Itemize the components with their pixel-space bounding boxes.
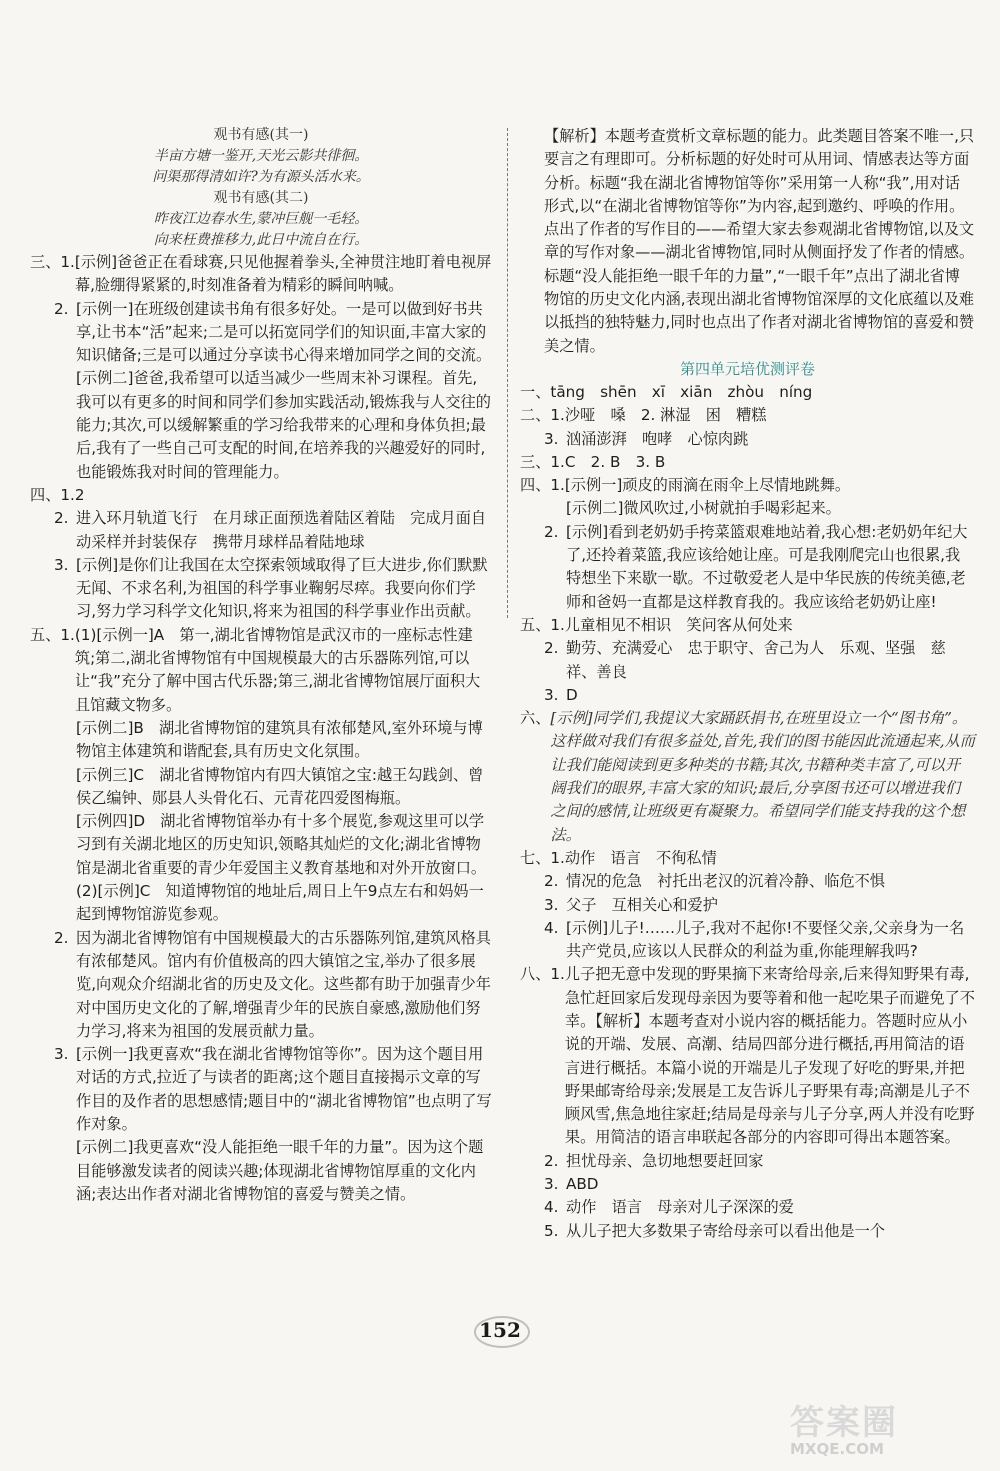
answer-text: [示例二]B 湖北省博物馆的建筑具有浓郁楚风,室外环境与博物馆主体建筑和谐配套,具有历史文化氛围。 [76, 718, 483, 761]
poem-line: 昨夜江边春水生,蒙冲巨舰一毛轻。 [153, 211, 369, 227]
answer-text: [示例一]在班级创建读书角有很多好处。一是可以做到好书共享,让书本“活”起来;二是可以拓宽同学们的知识面,丰富大家的知识储备;三是可以通过分享读书心得来增加同学之间的交流。 [76, 299, 492, 365]
unit-title: 第四单元培优测评卷 [679, 359, 815, 378]
answer-item [520, 847, 975, 870]
answer-text: 父子 互相关心和爱护 [566, 895, 718, 914]
answer-text: ABD [566, 1175, 599, 1194]
item-number: 4. [544, 918, 559, 937]
poem-title: 观书有感(其一) [213, 127, 309, 143]
poem-line: 问渠那得清如许?为有源头活水来。 [152, 169, 370, 185]
item-number: 三、1. [30, 253, 75, 271]
answer-item [520, 1220, 975, 1243]
item-number: 3. [544, 429, 559, 448]
answer-text: D [566, 685, 578, 704]
answer-item [520, 451, 975, 474]
answer-text: 动作 语言 不徇私情 [564, 848, 717, 867]
watermark-url: MXQE.COM [790, 1440, 884, 1458]
item-number: 六、 [520, 709, 551, 728]
answer-item [30, 507, 492, 554]
column-divider [507, 128, 508, 618]
left-column [30, 125, 492, 1206]
answer-item [520, 614, 975, 637]
answer-text: 进入环月轨道飞行 在月球正面预选着陆区着陆 完成月面自动采样并封装保存 携带月球样品着陆地球 [76, 509, 487, 551]
answer-item [30, 1043, 492, 1136]
item-number: 4. [544, 1198, 559, 1217]
answer-text: [示例二]爸爸,我希望可以适当减少一些周末补习课程。首先,我可以有更多的时间和同学们参加实践活动,锻炼我与人交往的能力;其次,可以缓解繁重的学习给我带来的心理和身体负担;最后,我有了一些自己可支配的时间,在培养我的兴趣爱好的同时,也能锻炼我对时间的管理能力。 [76, 369, 491, 481]
item-number: 一、 [520, 382, 551, 401]
poem-line: 向来枉费推移力,此日中流自在行。 [153, 232, 369, 248]
answer-text: 情况的危急 衬托出老汉的沉着冷静、临危不惧 [566, 872, 885, 891]
answer-item [520, 404, 975, 427]
answer-text: [示例二]我更喜欢“没人能拒绝一眼千年的力量”。因为这个题目能够激发读者的阅读兴趣;体现湖北省博物馆厚重的文化内涵;表达出作者对湖北省博物馆的喜爱与赞美之情。 [76, 1138, 484, 1203]
answer-text: (1)[示例一]A 第一,湖北省博物馆是武汉市的一座标志性建筑;第二,湖北省博物馆有中国规模最大的古乐器陈列馆,可以让“我”充分了解中国古代乐器;第三,湖北省博物馆展厅面积大且馆藏文物多。 [74, 625, 481, 714]
item-number: 七、1. [520, 848, 565, 867]
answer-text: 儿童相见不相识 笑问客从何处来 [564, 615, 793, 634]
item-number: 四、1. [30, 485, 75, 504]
analysis-text: 【解析】本题考查赏析文章标题的能力。此类题目答案不唯一,只要言之有理即可。分析标题的好处时可从用词、情感表达等方面分析。标题“我在湖北省博物馆等你”采用第一人称“我”,用对话形式,以“在湖北省博物馆等你”为内容,起到邀约、呼唤的作用。点出了作者的写作目的——希望大家去参观湖北省博物馆,以及文章的写作对象——湖北省博物馆,同时从侧面抒发了作者的情感。标题“没人能拒绝一眼千年的力量”,“一眼千年”点出了湖北省博物馆的历史文化内涵,表现出湖北省博物馆深厚的文化底蕴以及难以抵挡的独特魅力,同时也点出了作者对湖北省博物馆的喜爱和赞美之情。 [544, 127, 975, 355]
item-number: 五、1. [520, 615, 565, 634]
poem-title: 观书有感(其二) [213, 190, 309, 206]
answer-text: [示例]同学们,我提议大家踊跃捐书,在班里设立一个“图书角”。这样做对我们有很多益处,首先,我们的图书能因此流通起来,从而让我们能阅读到更多种类的书籍;其次,书籍种类丰富了,可以开阔我们的眼界,丰富大家的知识;最后,分享图书还可以增进我们之间的感情,让班级更有凝聚力。希望同学们能支持我的这个想法。 [550, 709, 975, 844]
answer-item [520, 1173, 975, 1196]
answer-item [520, 428, 975, 451]
answer-text: 担忧母亲、急切地想要赶回家 [566, 1151, 764, 1170]
answer-text: 2 [74, 485, 85, 504]
answer-item [30, 927, 492, 1043]
answer-item [30, 554, 492, 624]
answer-item [520, 707, 975, 847]
item-number: 2. [544, 1151, 559, 1170]
item-number: 二、1. [520, 406, 565, 425]
item-number: 三、1. [520, 452, 565, 471]
answer-text: [示例四]D 湖北省博物馆举办有十多个展览,参观这里可以学习到有关湖北地区的历史知识,领略其灿烂的文化;湖北省博物馆是湖北省重要的青少年爱国主义教育基地和对外开放窗口。 [76, 812, 487, 877]
answer-item [520, 870, 975, 893]
item-number: 2. [544, 639, 559, 658]
answer-item [520, 684, 975, 707]
item-number: 2. [544, 872, 559, 891]
answer-text: (2)[示例]C 知道博物馆的地址后,周日上午9点左右和妈妈一起到博物馆游览参观。 [76, 882, 484, 924]
poem-line: 半亩方塘一鉴开,天光云影共徘徊。 [153, 148, 369, 164]
item-number: 八、1. [520, 965, 565, 984]
answer-item [30, 251, 492, 298]
answer-text: [示例]儿子!……儿子,我对不起你!不要怪父亲,父亲身为一名共产党员,应该以人民群众的利益为重,你能理解我吗? [566, 918, 965, 961]
answer-text: 儿子把无意中发现的野果摘下来寄给母亲,后来得知野果有毒,急忙赶回家后发现母亲因为要等着和他一起吃果子而避免了不幸。【解析】本题考查对小说内容的概括能力。答题时应从小说的开端、发展、高潮、结局四部分进行概括,再用简洁的语言进行概括。本篇小说的开端是儿子发现了好吃的野果,并把野果邮寄给母亲;发展是工友告诉儿子野果有毒;高潮是儿子不顾风雪,焦急地往家赶;结局是母亲与儿子分享,两人并没有吃野果。用简洁的语言串联起各部分的内容即可得出本题答案。 [564, 965, 975, 1147]
answer-text: [示例一]我更喜欢“我在湖北省博物馆等你”。因为这个题目用对话的方式,拉近了与读者的距离;这个题目直接揭示文章的写作目的及作者的思想感情;题目中的“湖北省博物馆”也点明了写作对象。 [76, 1045, 492, 1133]
answer-text: [示例三]C 湖北省博物馆内有四大镇馆之宝:越王勾践剑、曾侯乙编钟、郧县人头骨化石、元青花四爱图梅瓶。 [76, 765, 484, 807]
item-number: 3. [544, 1175, 559, 1194]
answer-text: 因为湖北省博物馆有中国规模最大的古乐器陈列馆,建筑风格具有浓郁楚风。馆内有价值极高的四大镇馆之宝,举办了很多展览,向观众介绍湖北省的历史及文化。这些都有助于加强青少年对中国历史文化的了解,增强青少年的民族自豪感,激励他们努力学习,将来为祖国的发展贡献力量。 [76, 928, 491, 1040]
answer-item [30, 484, 492, 507]
item-number: 2. [54, 509, 69, 528]
answer-text: 汹涌澎湃 咆哮 心惊肉跳 [566, 429, 749, 448]
item-number: 四、1. [520, 476, 565, 495]
item-number: 3. [544, 895, 559, 914]
right-column [520, 125, 975, 1243]
item-number: 五、1. [30, 625, 75, 644]
answer-text: [示例一]顽皮的雨滴在雨伞上尽情地跳舞。 [564, 476, 851, 495]
answer-item [520, 963, 975, 1149]
answer-item [520, 521, 975, 614]
answer-text: tāng shēn xī xiān zhòu níng [550, 382, 813, 401]
answer-text: [示例]是你们让我国在太空探索领域取得了巨大进步,你们默默无闻、不求名利,为祖国的科学事业鞠躬尽瘁。我要向你们学习,努力学习科学文化知识,将来为祖国的科学事业作出贡献。 [76, 555, 488, 621]
item-number: 3. [54, 1045, 69, 1064]
answer-item [520, 381, 975, 404]
answer-text: 从儿子把大多数果子寄给母亲可以看出他是一个 [566, 1221, 885, 1240]
watermark-logo: 答案圈 [790, 1403, 898, 1443]
answer-item [520, 637, 975, 684]
item-number: 3. [544, 685, 559, 704]
item-number: 2. [54, 928, 69, 947]
answer-item [520, 894, 975, 917]
answer-text: 动作 语言 母亲对儿子深深的爱 [566, 1198, 794, 1217]
answer-text: 勤劳、充满爱心 忠于职守、舍己为人 乐观、坚强 慈祥、善良 [566, 639, 946, 681]
answer-item [30, 298, 492, 368]
answer-text: 沙哑 嗓 2. 淋湿 困 糟糕 [564, 406, 767, 425]
page-number [460, 1310, 540, 1350]
answer-text: [示例]看到老奶奶手挎菜篮艰难地站着,我心想:老奶奶年纪大了,还拎着菜篮,我应该给她让座。可是我刚爬完山也很累,我特想坐下来歇一歇。不过敬爱老人是中华民族的传统美德,老师和爸妈一直都是这样教育我的。我应该给老奶奶让座! [566, 522, 968, 611]
answer-text: C 2. B 3. B [564, 452, 666, 471]
answer-item [520, 1150, 975, 1173]
answer-text: [示例]爸爸正在看球赛,只见他握着拳头,全神贯注地盯着电视屏幕,脸绷得紧紧的,时刻准备着为精彩的瞬间呐喊。 [74, 253, 492, 295]
watermark [790, 1395, 990, 1465]
answer-text: [示例二]微风吹过,小树就拍手喝彩起来。 [566, 499, 841, 518]
item-number: 3. [54, 555, 69, 574]
answer-item [520, 917, 975, 964]
item-number: 5. [544, 1221, 559, 1240]
answer-item [30, 624, 492, 717]
item-number: 2. [54, 299, 69, 318]
answer-item [520, 474, 975, 497]
page-number-text: 152 [479, 1318, 521, 1342]
item-number: 2. [544, 522, 559, 541]
answer-item [520, 1196, 975, 1219]
